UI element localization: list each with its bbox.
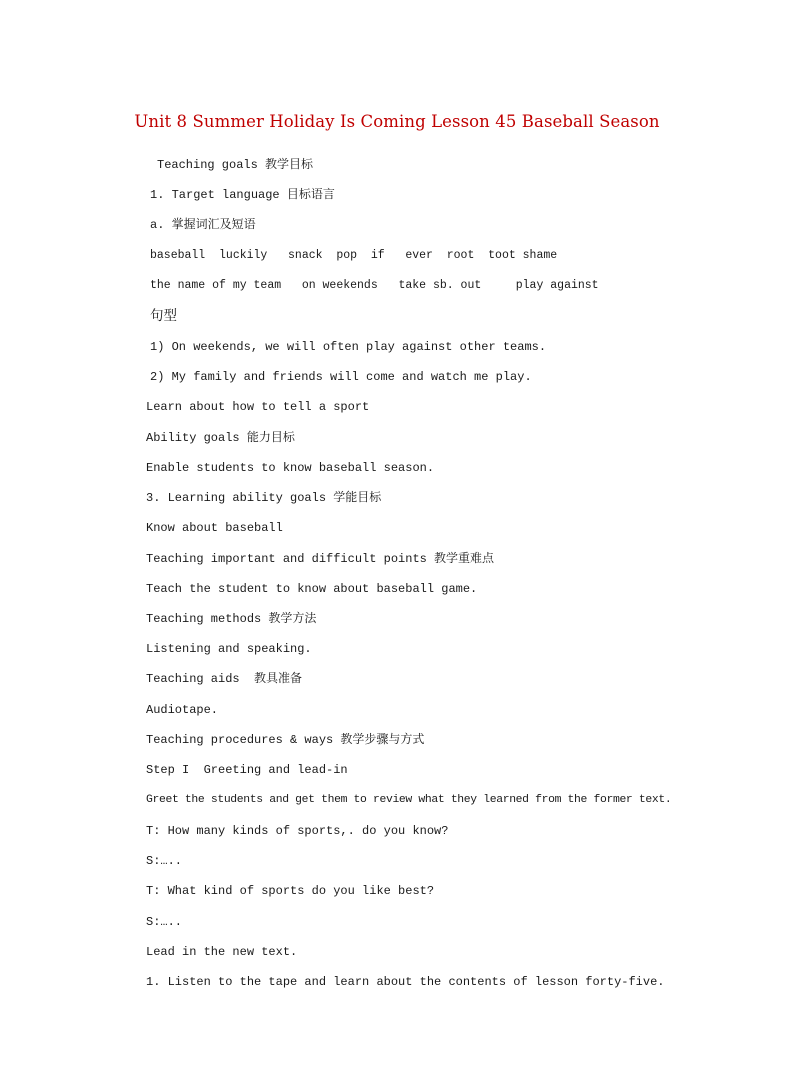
document-title: Unit 8 Summer Holiday Is Coming Lesson 45 Baseball Season — [134, 112, 660, 131]
text-line: Listening and speaking. — [146, 642, 312, 656]
text-line: Greet the students and get them to review what they learned from the former text. — [146, 794, 672, 806]
text-line: 2) My family and friends will come and watch me play. — [150, 370, 532, 384]
text-line: Teaching procedures & ways 教学步骤与方式 — [146, 733, 425, 747]
text-line: Teaching methods 教学方法 — [146, 612, 317, 626]
text-line: Teach the student to know about baseball game. — [146, 582, 478, 596]
text-line: the name of my team on weekends take sb. out play against — [150, 279, 599, 292]
text-line: Learn about how to tell a sport — [146, 400, 370, 414]
text-line: Teaching aids 教具准备 — [146, 672, 303, 686]
text-line: T: What kind of sports do you like best? — [146, 884, 435, 898]
text-line: Teaching important and difficult points 教学重难点 — [146, 552, 495, 566]
text-line: Ability goals 能力目标 — [146, 431, 295, 445]
text-line: Lead in the new text. — [146, 945, 298, 959]
text-line: Know about baseball — [146, 521, 283, 535]
text-line: 句型 — [150, 308, 177, 324]
text-line: Audiotape. — [146, 703, 219, 717]
text-line: a. 掌握词汇及短语 — [150, 218, 256, 232]
text-line: 1. Listen to the tape and learn about the contents of lesson forty-five. — [146, 975, 665, 989]
text-line: 1) On weekends, we will often play against other teams. — [150, 340, 547, 354]
text-line: Teaching goals 教学目标 — [157, 158, 314, 172]
text-line: Step I Greeting and lead-in — [146, 763, 348, 777]
text-line: T: How many kinds of sports,. do you know? — [146, 824, 449, 838]
text-line: Enable students to know baseball season. — [146, 461, 435, 475]
text-line: 1. Target language 目标语言 — [150, 188, 335, 202]
text-line: baseball luckily snack pop if ever root toot shame — [150, 249, 558, 262]
text-line: S:….. — [146, 854, 183, 868]
text-line: S:….. — [146, 915, 183, 929]
text-line: 3. Learning ability goals 学能目标 — [146, 491, 382, 505]
